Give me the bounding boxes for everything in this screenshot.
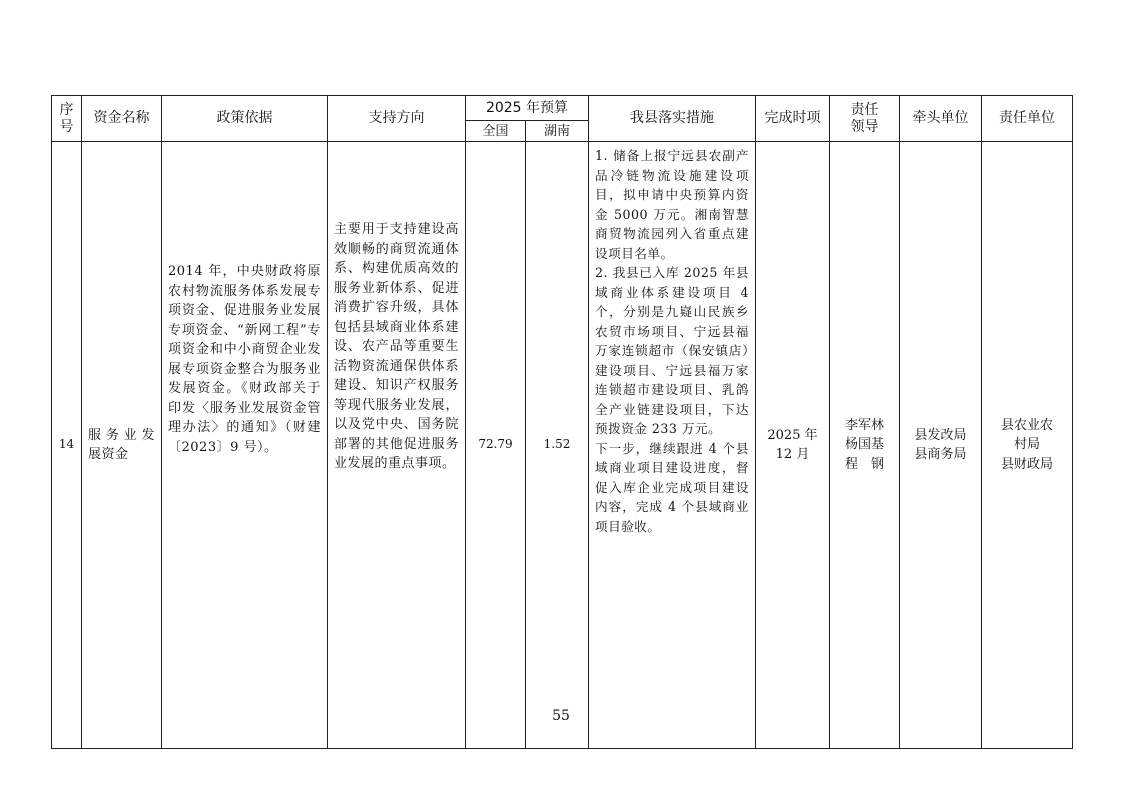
cell-budget-hunan: 1.52 <box>526 142 589 749</box>
cell-deadline: 2025 年 12 月 <box>756 142 830 749</box>
cell-fund-name: 服务业发展资金 <box>82 142 162 749</box>
header-lead-unit: 牵头单位 <box>900 96 982 142</box>
header-fund-name: 资金名称 <box>82 96 162 142</box>
cell-budget-national: 72.79 <box>466 142 526 749</box>
measure-next-step: 下一步，继续跟进 4 个县域商业项目建设进度，督促入库企业完成项目建设内容，完成 4 个县域商业项目验收。 <box>595 440 749 534</box>
header-responsible-unit: 责任单位 <box>982 96 1073 142</box>
header-leader: 责任 领导 <box>830 96 900 142</box>
measure-item-1: 1. 储备上报宁远县农副产品冷链物流设施建设项目，拟申请中央预算内资金 5000 万元。湘南智慧商贸物流园列入省重点建设项目名单。 <box>595 148 749 261</box>
cell-leader: 李军林 杨国基 程 钢 <box>830 142 900 749</box>
table-row <box>52 142 1073 749</box>
header-support-direction: 支持方向 <box>328 96 466 142</box>
cell-responsible-unit: 县农业农 村局 县财政局 <box>982 142 1073 749</box>
header-budget-national: 全国 <box>466 121 526 142</box>
header-measures: 我县落实措施 <box>589 96 756 142</box>
cell-seq: 14 <box>52 142 82 749</box>
header-policy-basis: 政策依据 <box>162 96 328 142</box>
measure-item-2: 2. 我县已入库 2025 年县域商业体系建设项目 4 个，分别是九嶷山民族乡农贸市场项目、宁远县福万家连锁超市（保安镇店）建设项目、宁远县福万家连锁超市建设项目、乳鸽全产业链建设项目，下达预拨资金 233 万元。 <box>595 265 749 436</box>
fund-table <box>51 95 1073 749</box>
cell-lead-unit: 县发改局 县商务局 <box>900 142 982 749</box>
header-deadline: 完成时项 <box>756 96 830 142</box>
header-row <box>52 96 1073 121</box>
cell-support-direction: 主要用于支持建设高效顺畅的商贸流通体系、构建优质高效的服务业新体系、促进消费扩容升级，具体包括县域商业体系建设、农产品等重要生活物资流通保供体系建设、知识产权服务等现代服务业发展，以及党中央、国务院部署的其他促进服务业发展的重点事项。 <box>328 142 466 749</box>
header-seq: 序 号 <box>52 96 82 142</box>
cell-measures <box>589 142 756 749</box>
cell-policy-basis: 2014 年，中央财政将原农村物流服务体系发展专项资金、促进服务业发展专项资金、“新网工程”专项资金和中小商贸企业发展专项资金整合为服务业发展资金。《财政部关于印发〈服务业发展资金管理办法〉的通知》（财建〔2023〕9 号）。 <box>162 142 328 749</box>
page-number: 55 <box>552 708 570 724</box>
header-budget-group: 2025 年预算 <box>466 96 589 121</box>
header-budget-hunan: 湖南 <box>526 121 589 142</box>
